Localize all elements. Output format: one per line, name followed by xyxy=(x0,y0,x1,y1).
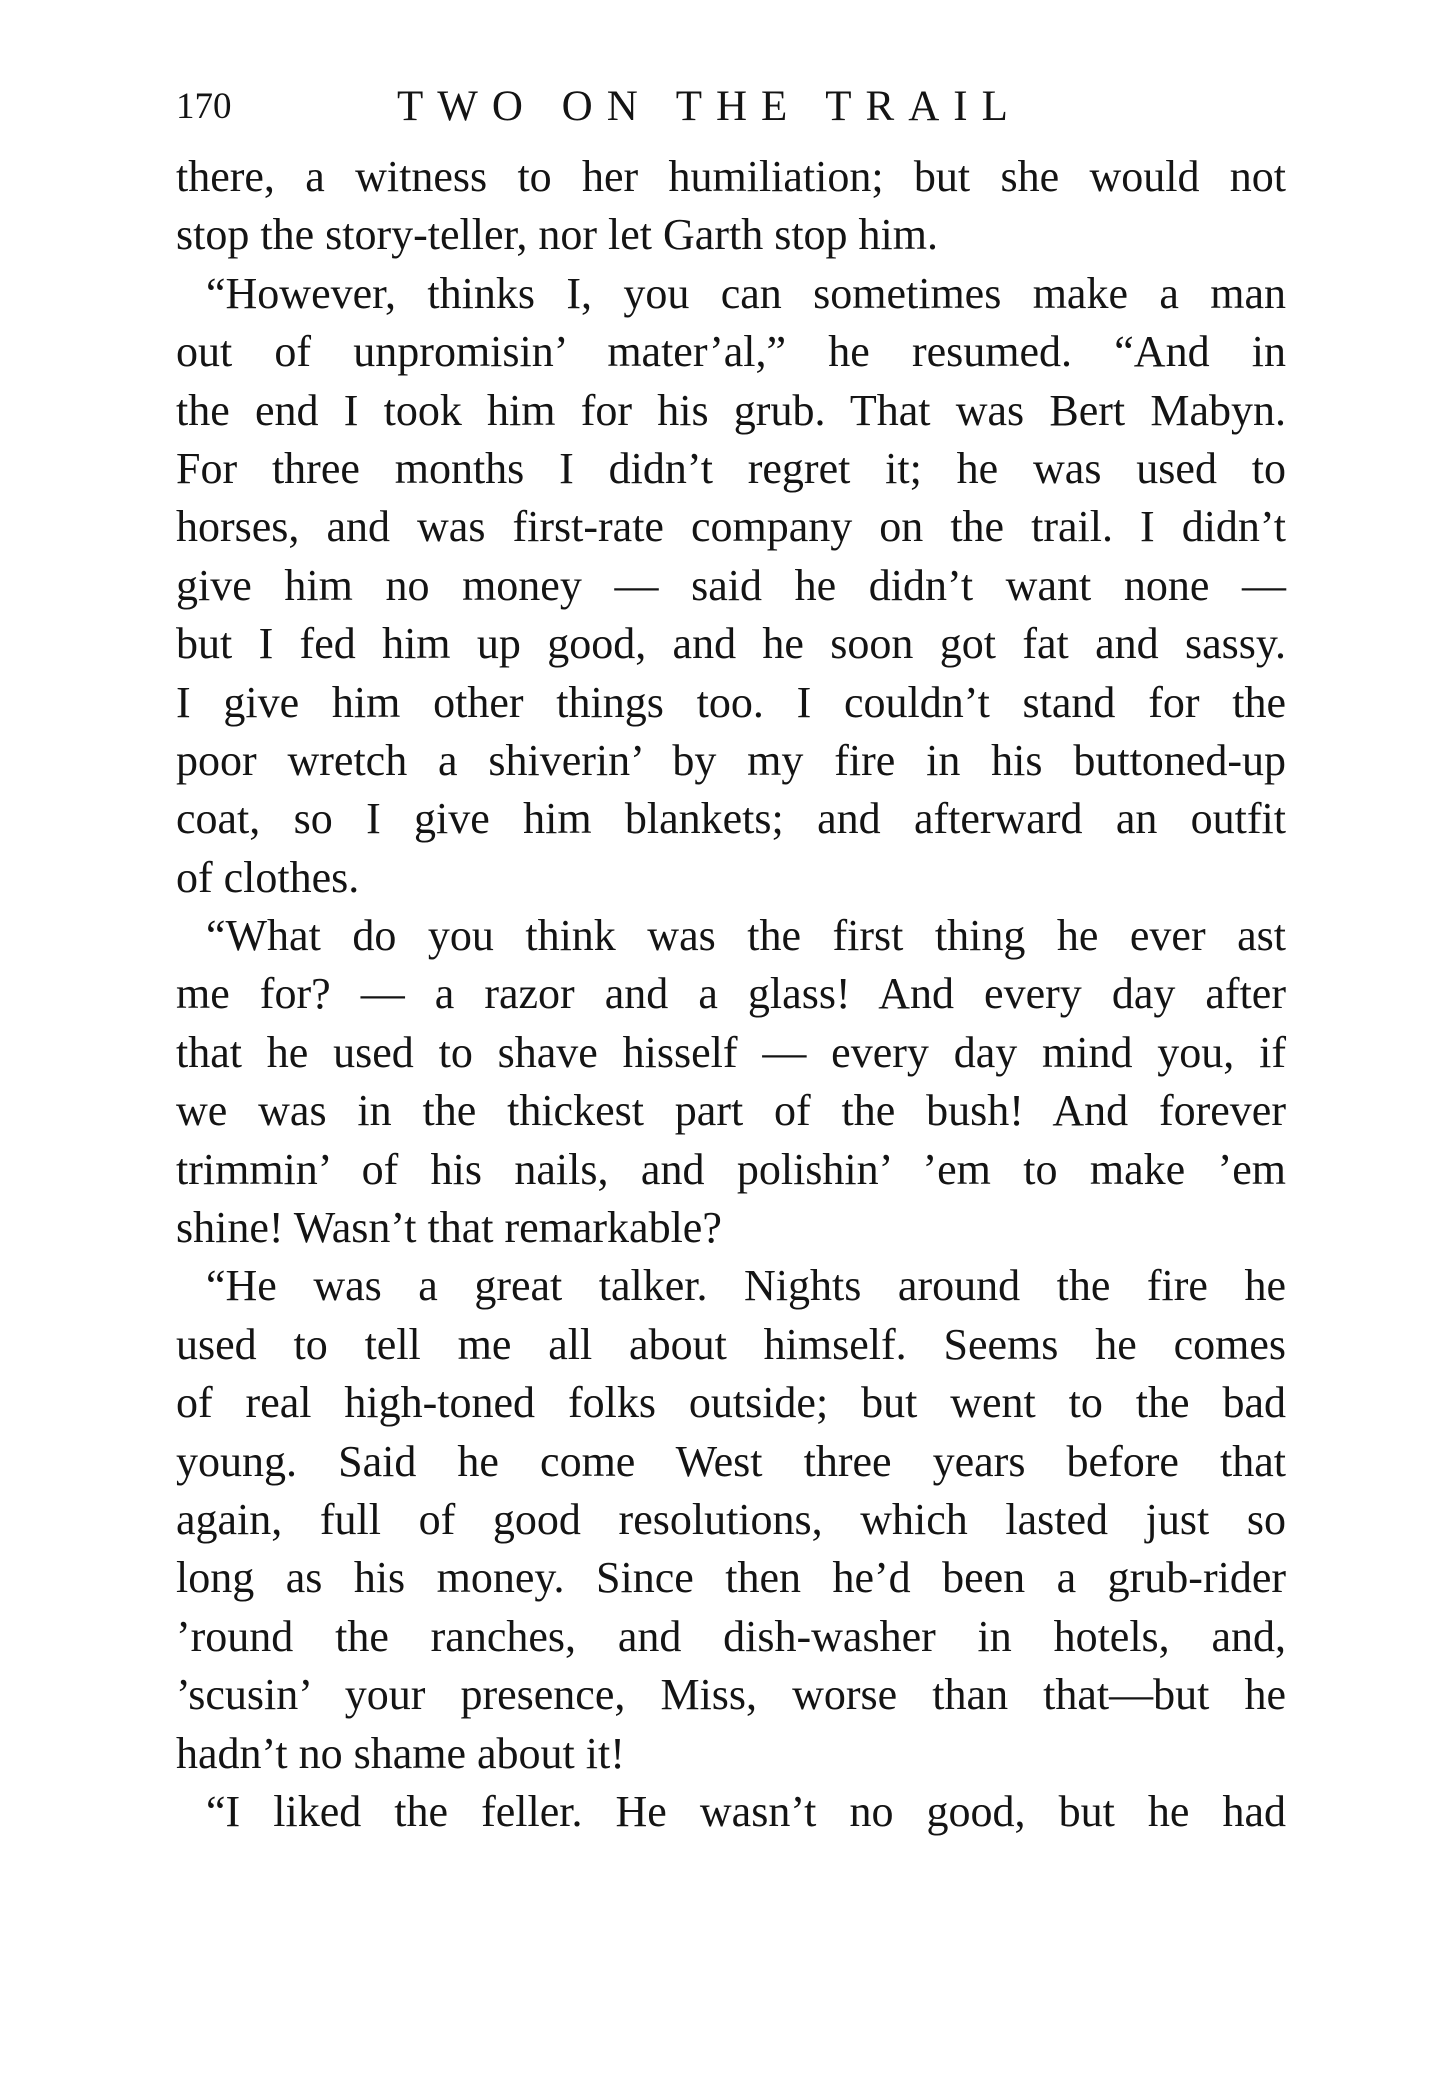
text-line: “What do you think was the first thing he ever ast xyxy=(206,911,1286,961)
text-line: stop the story-teller, nor let Garth stop him. xyxy=(176,210,938,260)
text-line: ’scusin’ your presence, Miss, worse than that—but he xyxy=(176,1670,1286,1720)
text-line: of real high-toned folks outside; but went to the bad xyxy=(176,1378,1286,1428)
text-line: “I liked the feller. He wasn’t no good, but he had xyxy=(206,1786,1286,1836)
text-line: coat, so I give him blankets; and afterward an outfit xyxy=(176,794,1286,844)
book-page xyxy=(176,78,1286,2058)
text-line: “However, thinks I, you can sometimes make a man xyxy=(206,268,1286,318)
text-line: again, full of good resolutions, which lasted just so xyxy=(176,1494,1286,1544)
text-line: shine! Wasn’t that remarkable? xyxy=(176,1203,722,1253)
paragraph xyxy=(176,1257,1286,1783)
text-line: “He was a great talker. Nights around the fire he xyxy=(206,1261,1286,1311)
text-line: out of unpromisin’ mater’al,” he resumed. “And in xyxy=(176,327,1286,377)
text-line: poor wretch a shiverin’ by my fire in his buttoned-up xyxy=(176,735,1286,785)
text-line: that he used to shave hisself — every day mind you, if xyxy=(176,1027,1286,1077)
text-line: ’round the ranches, and dish-washer in hotels, and, xyxy=(176,1611,1286,1661)
text-line: hadn’t no shame about it! xyxy=(176,1728,625,1778)
text-line: give him no money — said he didn’t want none — xyxy=(176,560,1286,610)
text-line: horses, and was first-rate company on the trail. I didn’t xyxy=(176,502,1286,552)
text-line: the end I took him for his grub. That was Bert Mabyn. xyxy=(176,385,1286,435)
page-number: 170 xyxy=(176,86,232,127)
text-line: For three months I didn’t regret it; he was used to xyxy=(176,443,1286,493)
paragraph-continued xyxy=(176,148,1286,265)
text-line: young. Said he come West three years before that xyxy=(176,1436,1286,1486)
paragraph xyxy=(176,907,1286,1257)
text-line: trimmin’ of his nails, and polishin’ ’em to make ’em xyxy=(176,1144,1286,1194)
text-line: long as his money. Since then he’d been a grub-rider xyxy=(176,1553,1286,1603)
text-line: I give him other things too. I couldn’t stand for the xyxy=(176,677,1286,727)
page-header xyxy=(176,78,1286,136)
running-head: TWO ON THE TRAIL xyxy=(397,83,1022,130)
text-line: used to tell me all about himself. Seems he comes xyxy=(176,1319,1286,1369)
text-line: me for? — a razor and a glass! And every day after xyxy=(176,969,1286,1019)
text-line: but I fed him up good, and he soon got fat and sassy. xyxy=(176,619,1286,669)
text-line: we was in the thickest part of the bush! And forever xyxy=(176,1086,1286,1136)
paragraph xyxy=(176,1783,1286,1841)
paragraph xyxy=(176,265,1286,907)
text-line: of clothes. xyxy=(176,852,360,902)
text-line: there, a witness to her humiliation; but she would not xyxy=(176,152,1286,201)
